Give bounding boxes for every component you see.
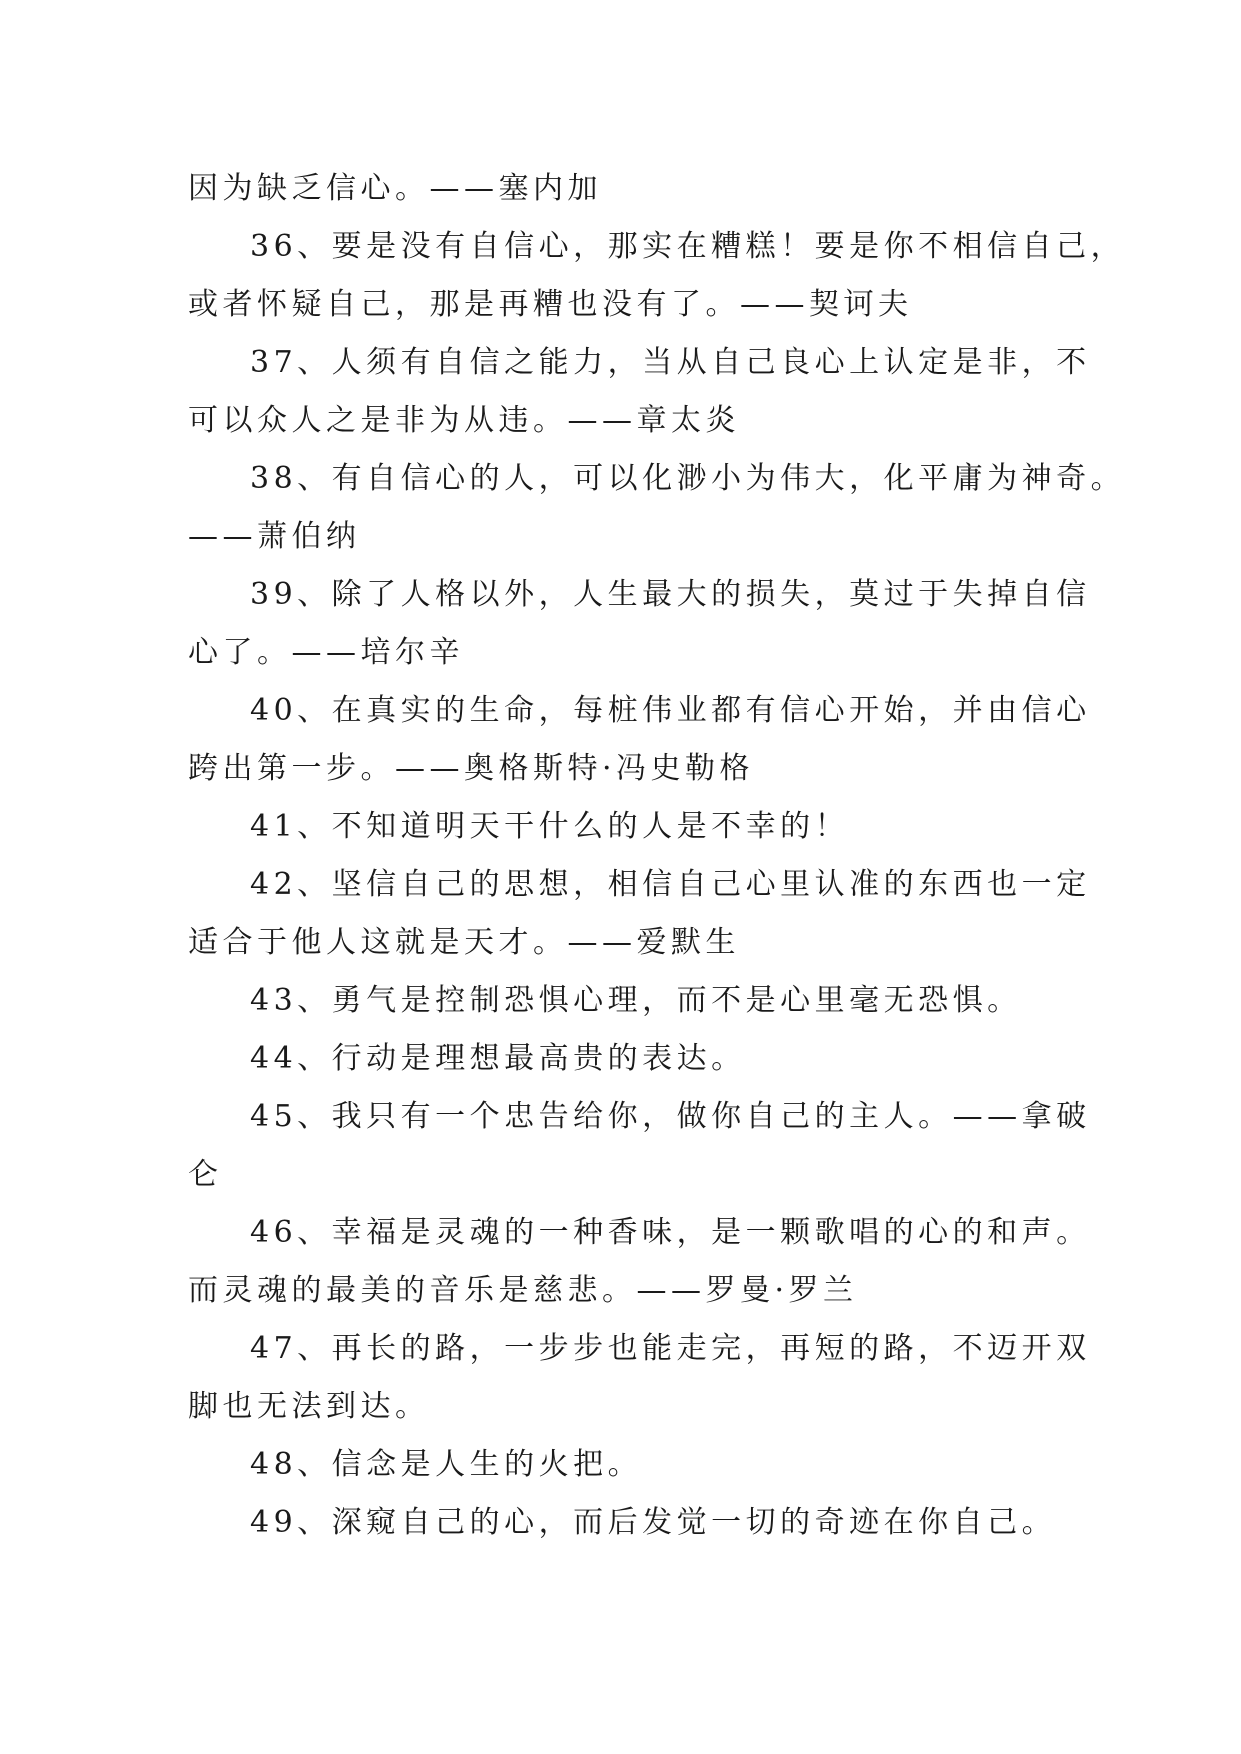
quote-36-line-2: 或者怀疑自己，那是再糟也没有了。——契诃夫 [188, 287, 913, 322]
quote-42-line-1: 42、坚信自己的思想，相信自己心里认准的东西也一定 [250, 867, 1091, 902]
quote-43: 43、勇气是控制恐惧心理，而不是心里毫无恐惧。 [250, 983, 1022, 1018]
quote-45-line-2: 仑 [188, 1157, 223, 1192]
quote-49: 49、深窥自己的心，而后发觉一切的奇迹在你自己。 [250, 1505, 1057, 1540]
quote-38-line-2: ——萧伯纳 [188, 519, 361, 554]
quote-44: 44、行动是理想最高贵的表达。 [250, 1041, 746, 1076]
quote-42-line-2: 适合于他人这就是天才。——爱默生 [188, 925, 740, 960]
quote-38-line-1: 38、有自信心的人，可以化渺小为伟大，化平庸为神奇。 [250, 461, 1126, 496]
quote-48: 48、信念是人生的火把。 [250, 1447, 643, 1482]
text-line: 因为缺乏信心。——塞内加 [188, 171, 602, 206]
quote-46-line-1: 46、幸福是灵魂的一种香味，是一颗歌唱的心的和声。 [250, 1215, 1091, 1250]
quote-40-line-2: 跨出第一步。——奥格斯特·冯史勒格 [188, 751, 755, 786]
quote-37-line-1: 37、人须有自信之能力，当从自己良心上认定是非，不 [250, 345, 1091, 380]
quote-37-line-2: 可以众人之是非为从违。——章太炎 [188, 403, 740, 438]
quote-45-line-1: 45、我只有一个忠告给你，做你自己的主人。——拿破 [250, 1099, 1091, 1134]
quote-39-line-1: 39、除了人格以外，人生最大的损失，莫过于失掉自信 [250, 577, 1091, 612]
quote-39-line-2: 心了。——培尔辛 [188, 635, 464, 670]
quote-46-line-2: 而灵魂的最美的音乐是慈悲。——罗曼·罗兰 [188, 1273, 858, 1308]
quote-40-line-1: 40、在真实的生命，每桩伟业都有信心开始，并由信心 [250, 693, 1091, 728]
quote-41: 41、不知道明天干什么的人是不幸的！ [250, 809, 850, 844]
quote-36-line-1: 36、要是没有自信心，那实在糟糕！要是你不相信自己， [250, 229, 1126, 264]
quote-47-line-2: 脚也无法到达。 [188, 1389, 430, 1424]
quote-list [188, 160, 1126, 1552]
quote-47-line-1: 47、再长的路，一步步也能走完，再短的路，不迈开双 [250, 1331, 1091, 1366]
